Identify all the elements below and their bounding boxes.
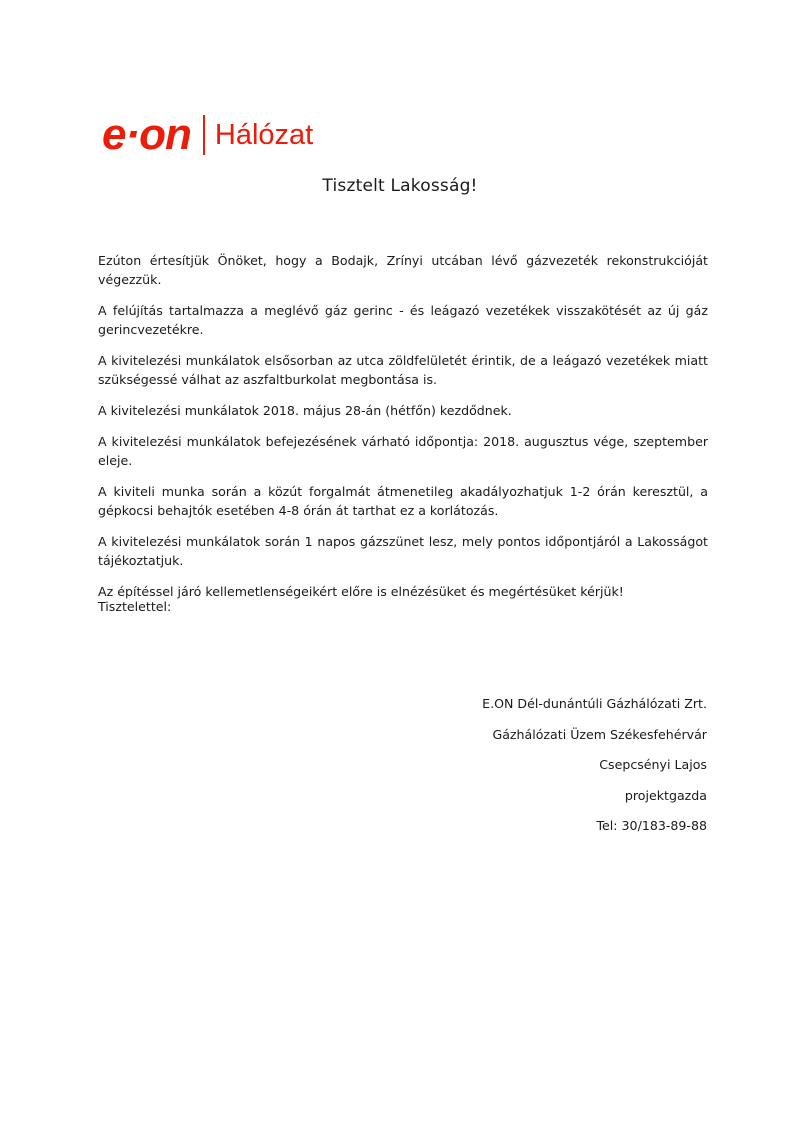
- logo-division-label: Hálózat: [214, 119, 314, 151]
- signature-person: Csepcsényi Lajos: [599, 757, 707, 772]
- company-logo: [102, 111, 313, 159]
- paragraph-gas-outage: A kivitelezési munkálatok során 1 napos gázszünet lesz, mely pontos időpontjáról a Lakosságot tájékoztatjuk.: [98, 534, 708, 568]
- eon-logo-wordmark: e·on: [102, 110, 191, 159]
- letter-closing: Tisztelettel:: [98, 599, 172, 614]
- signature-block: [482, 694, 707, 847]
- paragraph-impact: A kivitelezési munkálatok elsősorban az utca zöldfelületét érintik, de a leágazó vezetékek miatt szükségessé válhat az aszfaltburkolat megbontása is.: [98, 353, 708, 387]
- logo-divider: [203, 115, 205, 155]
- signature-unit: Gázhálózati Üzem Székesfehérvár: [492, 726, 707, 742]
- paragraph-apology: Az építéssel járó kellemetlenségeikért előre is elnézésüket és megértésüket kérjük!: [98, 584, 624, 599]
- paragraph-scope: A felújítás tartalmazza a meglévő gáz gerinc - és leágazó vezetékek visszakötését az új gáz gerincvezetékre.: [98, 303, 708, 337]
- paragraph-intro: Ezúton értesítjük Önöket, hogy a Bodajk, Zrínyi utcában lévő gázvezeték rekonstrukcióját végezzük.: [98, 253, 708, 287]
- signature-phone: Tel: 30/183-89-88: [596, 818, 707, 833]
- letter-body: [98, 251, 708, 613]
- paragraph-end-date: A kivitelezési munkálatok befejezésének várható időpontja: 2018. augusztus vége, szeptember eleje.: [98, 434, 708, 468]
- paragraph-traffic: A kiviteli munka során a közút forgalmát átmenetileg akadályozhatjuk 1-2 órán keresztül, a gépkocsi behajtók esetében 4-8 órán át tarthat ez a korlátozás.: [98, 484, 708, 518]
- signature-company: E.ON Dél-dunántúli Gázhálózati Zrt.: [482, 696, 707, 711]
- signature-role: projektgazda: [624, 787, 707, 803]
- letter-salutation: Tisztelt Lakosság!: [322, 176, 478, 196]
- paragraph-start-date: A kivitelezési munkálatok 2018. május 28-án (hétfőn) kezdődnek.: [98, 403, 512, 418]
